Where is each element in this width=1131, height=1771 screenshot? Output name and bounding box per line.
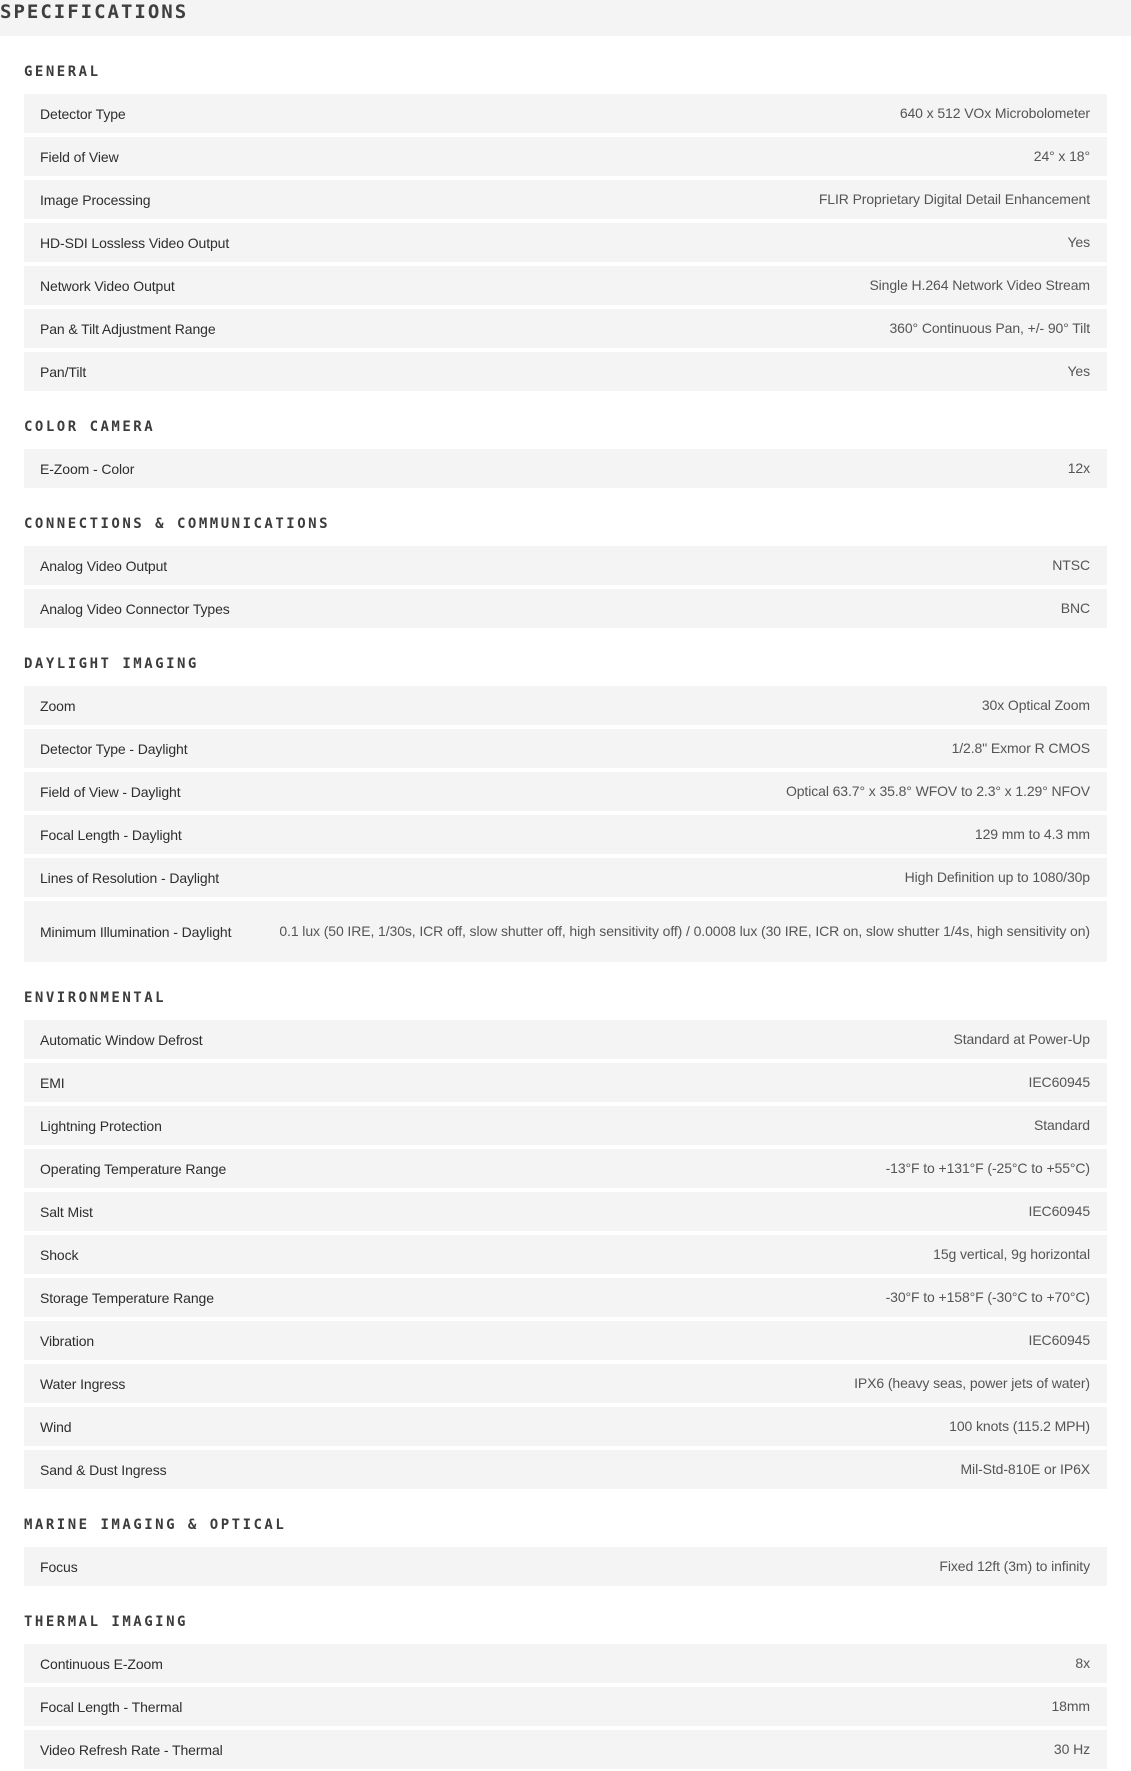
spec-row (24, 1687, 1107, 1726)
spec-row (24, 686, 1107, 725)
spec-label: E-Zoom - Color (40, 460, 135, 477)
spec-label: HD-SDI Lossless Video Output (40, 234, 230, 251)
spec-value: 30 Hz (1053, 1741, 1090, 1757)
spec-value: 15g vertical, 9g horizontal (933, 1246, 1090, 1262)
spec-value: 129 mm to 4.3 mm (974, 826, 1090, 842)
spec-label: EMI (40, 1074, 65, 1091)
spec-row (24, 901, 1107, 962)
spec-row (24, 1106, 1107, 1145)
spec-label: Focal Length - Thermal (40, 1698, 183, 1715)
spec-row (24, 772, 1107, 811)
spec-label: Field of View - Daylight (40, 783, 181, 800)
spec-row (24, 1063, 1107, 1102)
spec-row (24, 266, 1107, 305)
spec-row (24, 1321, 1107, 1360)
spec-value: Single H.264 Network Video Stream (869, 277, 1090, 293)
spec-value: 12x (1067, 460, 1090, 476)
section-title: DAYLIGHT IMAGING (24, 656, 199, 672)
spec-label: Detector Type (40, 105, 126, 122)
section-title: COLOR CAMERA (24, 419, 156, 435)
spec-label: Storage Temperature Range (40, 1289, 214, 1306)
spec-row (24, 94, 1107, 133)
spec-section (24, 986, 1107, 1489)
spec-row (24, 309, 1107, 348)
section-title: GENERAL (24, 64, 101, 80)
spec-section (24, 652, 1107, 962)
page-header (0, 0, 1131, 36)
spec-label: Network Video Output (40, 277, 175, 294)
section-title: CONNECTIONS & COMMUNICATIONS (24, 516, 331, 532)
spec-label: Zoom (40, 697, 76, 714)
spec-value: -30°F to +158°F (-30°C to +70°C) (885, 1289, 1090, 1305)
spec-value: Standard at Power-Up (953, 1031, 1090, 1047)
spec-label: Analog Video Connector Types (40, 600, 230, 617)
spec-label: Analog Video Output (40, 557, 168, 574)
spec-value: -13°F to +131°F (-25°C to +55°C) (885, 1160, 1090, 1176)
spec-row (24, 815, 1107, 854)
spec-row (24, 1547, 1107, 1586)
spec-value: 8x (1075, 1655, 1090, 1671)
spec-row (24, 223, 1107, 262)
spec-label: Wind (40, 1418, 72, 1435)
page-title: SPECIFICATIONS (0, 1, 189, 23)
spec-label: Image Processing (40, 191, 151, 208)
spec-value: Yes (1067, 234, 1090, 250)
spec-value: IEC60945 (1028, 1203, 1090, 1219)
section-title: THERMAL IMAGING (24, 1614, 188, 1630)
spec-label: Minimum Illumination - Daylight (40, 923, 232, 940)
spec-label: Continuous E-Zoom (40, 1655, 163, 1672)
spec-section (24, 1513, 1107, 1586)
spec-row (24, 858, 1107, 897)
spec-row (24, 449, 1107, 488)
spec-value: IPX6 (heavy seas, power jets of water) (854, 1375, 1090, 1391)
spec-label: Focus (40, 1558, 78, 1575)
spec-label: Water Ingress (40, 1375, 126, 1392)
spec-value: 640 x 512 VOx Microbolometer (899, 105, 1090, 121)
spec-row (24, 729, 1107, 768)
spec-label: Vibration (40, 1332, 95, 1349)
spec-label: Lightning Protection (40, 1117, 162, 1134)
spec-row (24, 1730, 1107, 1769)
spec-value: BNC (1060, 600, 1090, 616)
spec-row (24, 137, 1107, 176)
spec-value: Fixed 12ft (3m) to infinity (939, 1558, 1090, 1574)
spec-row (24, 546, 1107, 585)
spec-value: 18mm (1051, 1698, 1090, 1714)
spec-label: Operating Temperature Range (40, 1160, 227, 1177)
spec-section (24, 512, 1107, 628)
spec-value: 100 knots (115.2 MPH) (949, 1418, 1090, 1434)
spec-row (24, 180, 1107, 219)
specifications-content (0, 60, 1131, 1769)
spec-row (24, 1644, 1107, 1683)
spec-row (24, 589, 1107, 628)
spec-value: IEC60945 (1028, 1074, 1090, 1090)
spec-row (24, 1278, 1107, 1317)
spec-section (24, 1610, 1107, 1769)
spec-label: Detector Type - Daylight (40, 740, 188, 757)
spec-section (24, 415, 1107, 488)
spec-row (24, 1450, 1107, 1489)
spec-value: NTSC (1052, 557, 1090, 573)
spec-row (24, 1020, 1107, 1059)
spec-label: Pan/Tilt (40, 363, 87, 380)
spec-label: Shock (40, 1246, 79, 1263)
spec-label: Sand & Dust Ingress (40, 1461, 167, 1478)
spec-row (24, 1149, 1107, 1188)
spec-value: 360° Continuous Pan, +/- 90° Tilt (889, 320, 1090, 336)
spec-value: High Definition up to 1080/30p (904, 869, 1090, 885)
spec-label: Lines of Resolution - Daylight (40, 869, 220, 886)
spec-value: Yes (1067, 363, 1090, 379)
spec-value: 1/2.8" Exmor R CMOS (951, 740, 1090, 756)
spec-value: 30x Optical Zoom (981, 697, 1090, 713)
spec-value: Optical 63.7° x 35.8° WFOV to 2.3° x 1.29° NFOV (785, 783, 1090, 799)
spec-row (24, 352, 1107, 391)
spec-section (24, 60, 1107, 391)
spec-label: Automatic Window Defrost (40, 1031, 203, 1048)
spec-row (24, 1364, 1107, 1403)
section-title: MARINE IMAGING & OPTICAL (24, 1517, 287, 1533)
spec-label: Pan & Tilt Adjustment Range (40, 320, 216, 337)
spec-value: Standard (1033, 1117, 1090, 1133)
spec-row (24, 1192, 1107, 1231)
spec-value: Mil-Std-810E or IP6X (960, 1461, 1090, 1477)
spec-label: Field of View (40, 148, 119, 165)
spec-label: Focal Length - Daylight (40, 826, 182, 843)
spec-row (24, 1407, 1107, 1446)
spec-row (24, 1235, 1107, 1274)
spec-value: 24° x 18° (1033, 148, 1090, 164)
section-title: ENVIRONMENTAL (24, 990, 167, 1006)
spec-value: IEC60945 (1028, 1332, 1090, 1348)
spec-value: 0.1 lux (50 IRE, 1/30s, ICR off, slow shutter off, high sensitivity off) / 0.0008 lux (30 IRE, ICR on, slow shutter 1/4s, high sensitivity on) (279, 923, 1090, 939)
spec-label: Salt Mist (40, 1203, 93, 1220)
spec-label: Video Refresh Rate - Thermal (40, 1741, 223, 1758)
spec-value: FLIR Proprietary Digital Detail Enhancement (818, 191, 1090, 207)
